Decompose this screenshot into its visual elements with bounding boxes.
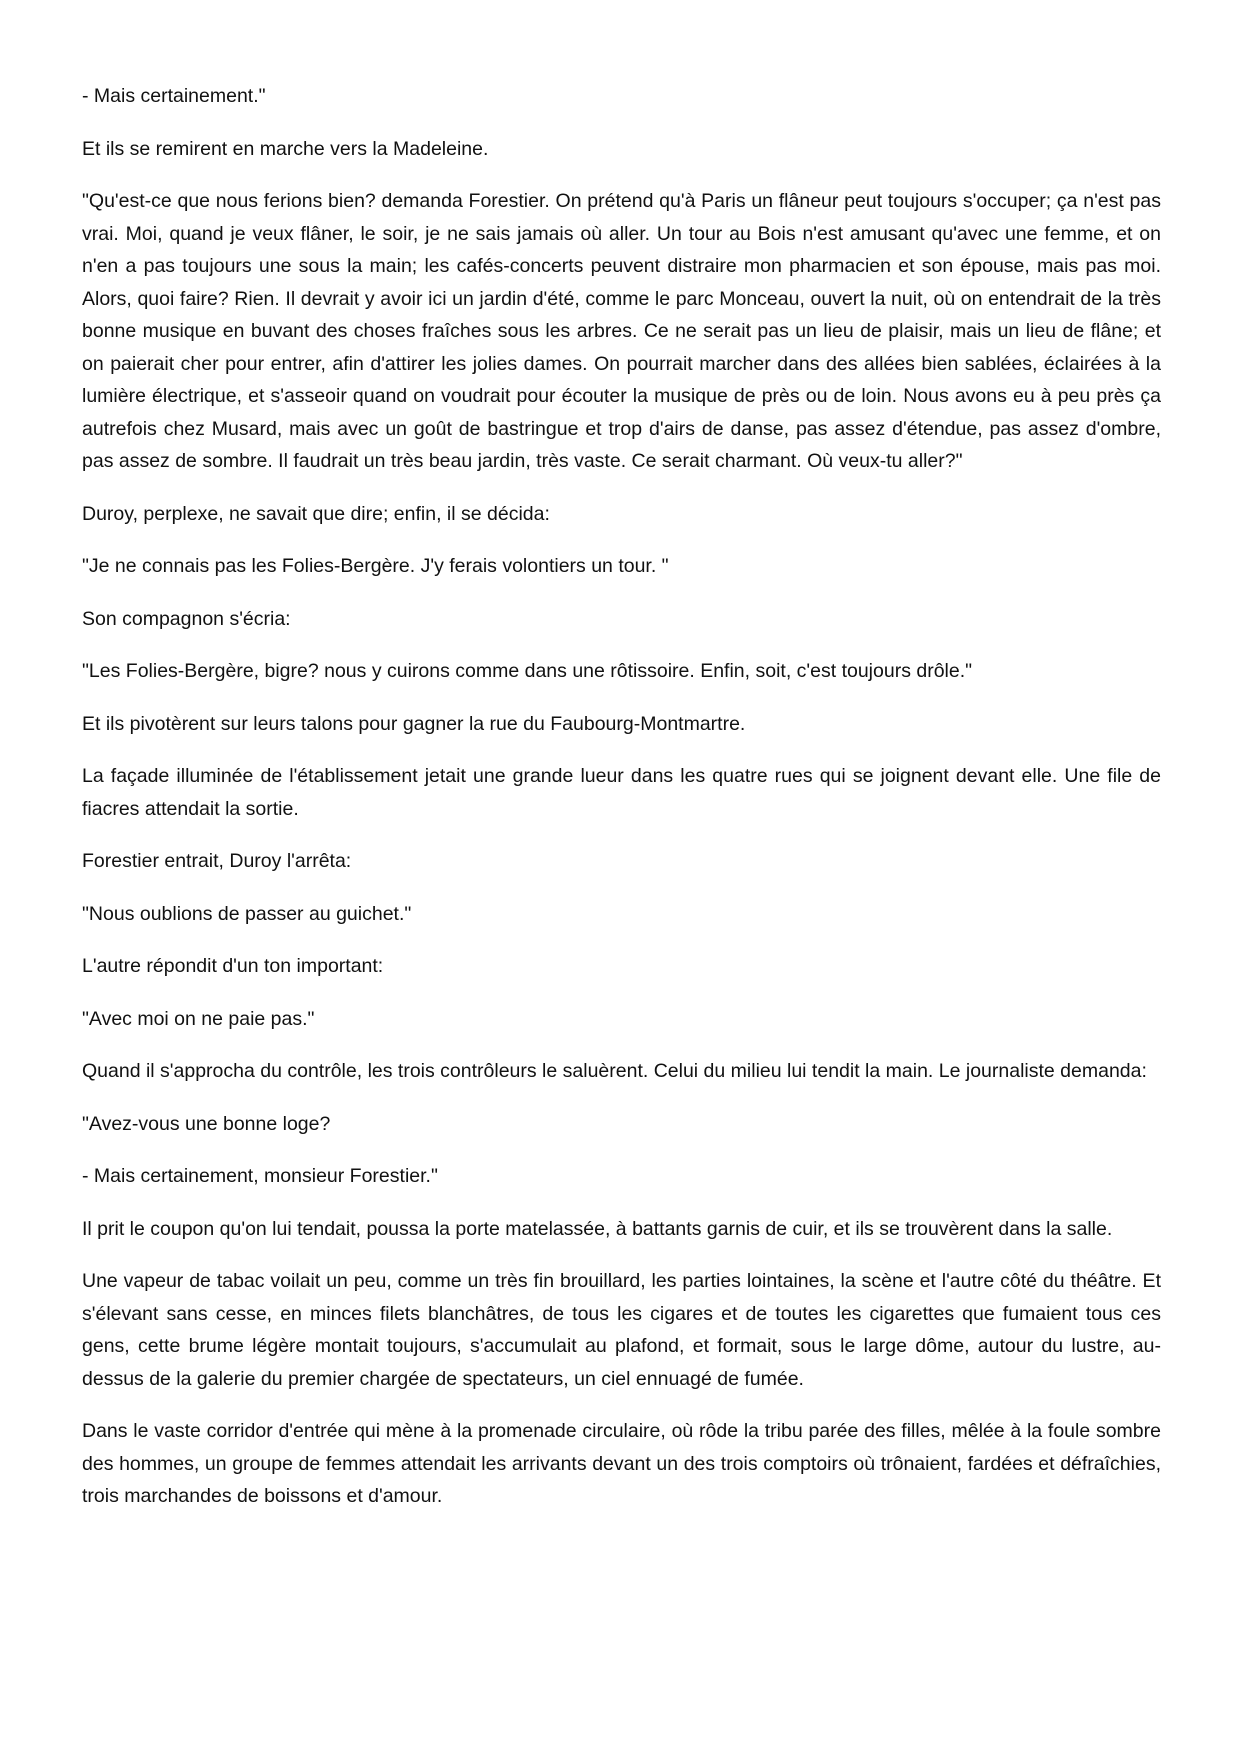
paragraph: "Avez-vous une bonne loge? [82,1112,331,1135]
paragraph: - Mais certainement." [82,85,266,107]
paragraph: Dans le vaste corridor d'entrée qui mène à la promenade circulaire, où rôde la tribu parée des filles, mêlée à la foule sombre des hommes, un groupe de femmes attendait les arrivants devant un des trois comptoirs où trônaient, fardées et défraîchies, trois marchandes de boissons et d'amour. [82,1420,1161,1507]
paragraph: Quand il s'approcha du contrôle, les trois contrôleurs le saluèrent. Celui du milieu lui tendit la main. Le journaliste demanda: [82,1060,1147,1082]
paragraph: - Mais certainement, monsieur Forestier." [82,1165,438,1187]
document-page [82,80,1161,1513]
paragraph: L'autre répondit d'un ton important: [82,955,384,977]
paragraph: "Je ne connais pas les Folies-Bergère. J'y ferais volontiers un tour. " [82,555,669,577]
paragraph: Et ils pivotèrent sur leurs talons pour gagner la rue du Faubourg-Montmartre. [82,712,746,735]
paragraph: Une vapeur de tabac voilait un peu, comme un très fin brouillard, les parties lointaines, la scène et l'autre côté du théâtre. Et s'élevant sans cesse, en minces filets blanchâtres, de tous les cigares et de toutes les cigarettes que fumaient tous ces gens, cette brume légère montait toujours, s'accumulait au plafond, et formait, sous le large dôme, autour du lustre, au-dessus de la galerie du premier chargée de spectateurs, un ciel ennuagé de fumée. [82,1270,1161,1390]
paragraph: Il prit le coupon qu'on lui tendait, poussa la porte matelassée, à battants garnis de cuir, et ils se trouvèrent dans la salle. [82,1217,1113,1240]
paragraph: Son compagnon s'écria: [82,607,291,630]
paragraph: "Les Folies-Bergère, bigre? nous y cuirons comme dans une rôtissoire. Enfin, soit, c'est toujours drôle." [82,660,973,682]
paragraph: Forestier entrait, Duroy l'arrêta: [82,850,352,872]
paragraph: Duroy, perplexe, ne savait que dire; enfin, il se décida: [82,502,550,525]
paragraph: La façade illuminée de l'établissement jetait une grande lueur dans les quatre rues qui se joignent devant elle. Une file de fiacres attendait la sortie. [82,765,1161,820]
paragraph: "Avec moi on ne paie pas." [82,1007,315,1030]
paragraph: "Nous oublions de passer au guichet." [82,902,412,925]
paragraph: Et ils se remirent en marche vers la Madeleine. [82,137,489,160]
paragraph: "Qu'est-ce que nous ferions bien? demanda Forestier. On prétend qu'à Paris un flâneur peut toujours s'occuper; ça n'est pas vrai. Moi, quand je veux flâner, le soir, je ne sais jamais où aller. Un tour au Bois n'est amusant qu'avec une femme, et on n'en a pas toujours une sous la main; les cafés-concerts peuvent distraire mon pharmacien et son épouse, mais pas moi. Alors, quoi faire? Rien. Il devrait y avoir ici un jardin d'été, comme le parc Monceau, ouvert la nuit, où on entendrait de la très bonne musique en buvant des choses fraîches sous les arbres. Ce ne serait pas un lieu de plaisir, mais un lieu de flâne; et on paierait cher pour entrer, afin d'attirer les jolies dames. On pourrait marcher dans des allées bien sablées, éclairées à la lumière électrique, et s'asseoir quand on voudrait pour écouter la musique de près ou de loin. Nous avons eu à peu près ça autrefois chez Musard, mais avec un goût de bastringue et trop d'airs de danse, pas assez d'étendue, pas assez d'ombre, pas assez de sombre. Il faudrait un très beau jardin, très vaste. Ce serait charmant. Où veux-tu aller?" [82,190,1161,472]
